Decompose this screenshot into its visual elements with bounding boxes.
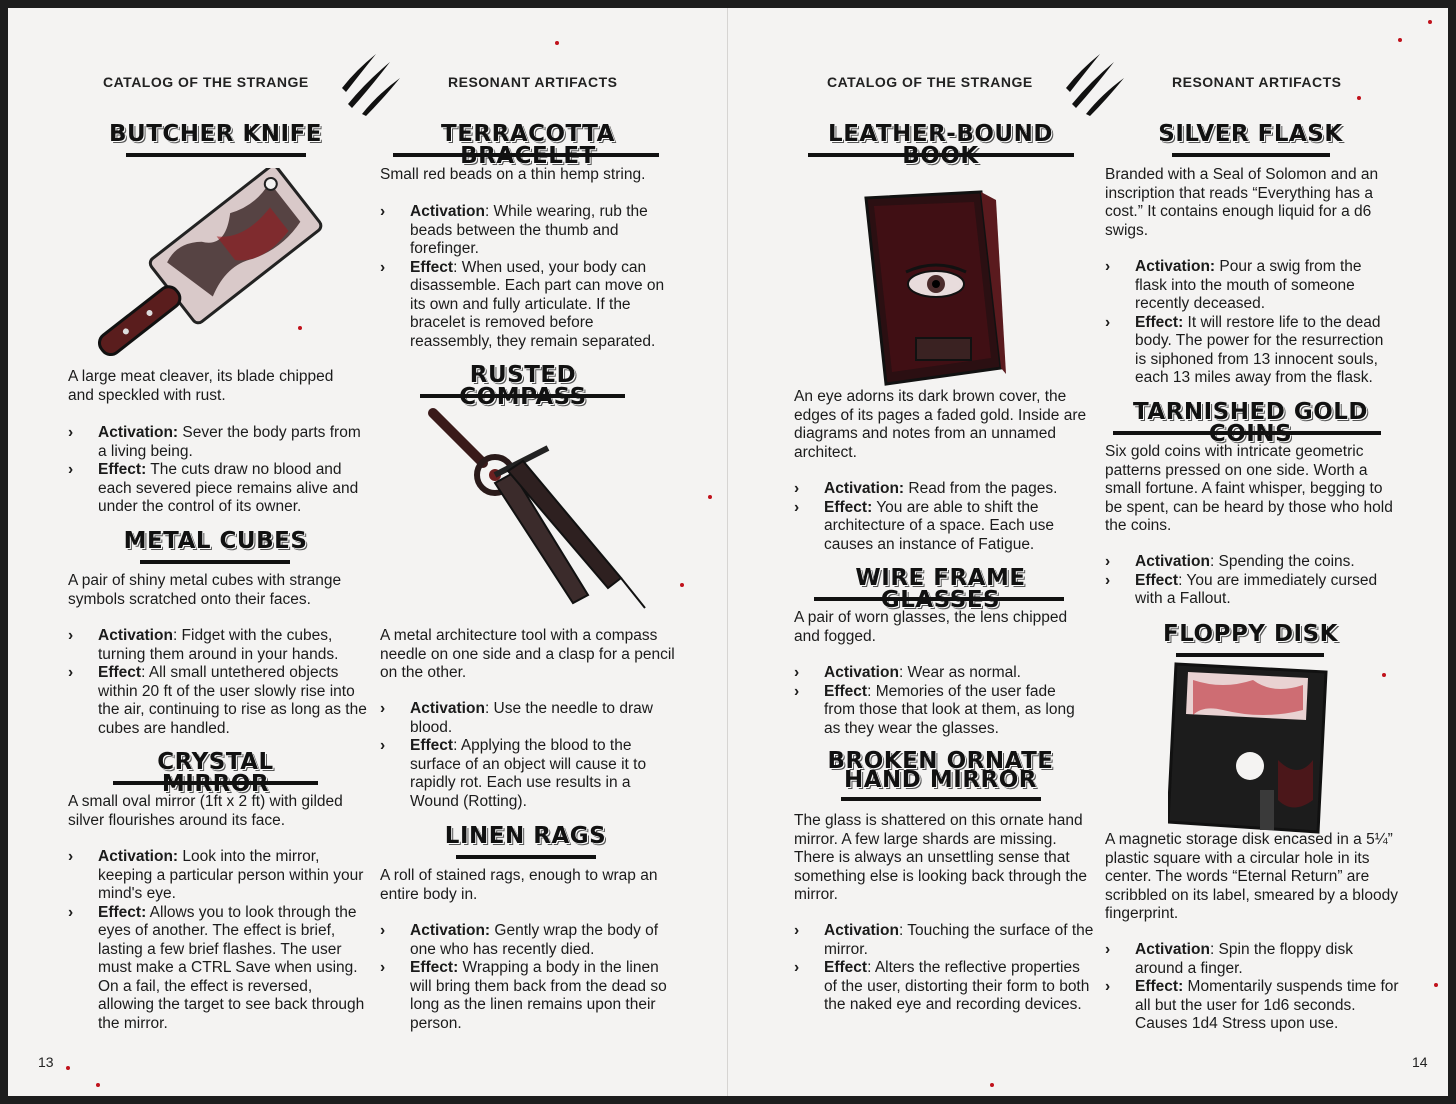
effect-item: › Effect: You are able to shift the architecture of a space. Each use causes an instance of Fatigue. [794, 498, 1055, 553]
floppy-disk-rules [1105, 941, 1405, 1034]
bullet-chevron-icon: › [380, 959, 386, 976]
activation-item: › Activation: Use the needle to draw blood. [380, 700, 653, 736]
bullet-chevron-icon: › [68, 664, 74, 681]
tarnished-gold-coins-title: TARNISHED GOLD [1132, 399, 1369, 425]
title-underline [1113, 431, 1381, 435]
floppy-disk-illustration [1168, 660, 1333, 835]
bullet-chevron-icon: › [1105, 941, 1111, 958]
activation-item: › Activation: Pour a swig from the flask into the mouth of someone recently deceased. [1105, 258, 1362, 312]
title-underline [808, 153, 1074, 157]
rusted-compass-description: A metal architecture tool with a compass needle on one side and a clasp for a pencil on the other. [380, 627, 675, 681]
title-underline [1176, 653, 1324, 657]
title-line-2: HAND MIRROR [843, 767, 1038, 793]
running-head-right: RESONANT ARTIFACTS [448, 74, 618, 90]
bullet-chevron-icon: › [380, 203, 386, 220]
running-head-left: CATALOG OF THE STRANGE [103, 74, 309, 90]
bullet-chevron-icon: › [1105, 258, 1111, 275]
title-underline [456, 855, 596, 859]
metal-cubes-title: METAL CUBES [123, 528, 308, 554]
claw-marks-icon [338, 48, 404, 118]
terracotta-bracelet-title: TERRACOTTA [441, 121, 615, 147]
activation-item: › Activation: Spending the coins. [1105, 553, 1355, 570]
bullet-chevron-icon: › [380, 922, 386, 939]
bullet-chevron-icon: › [1105, 571, 1111, 589]
bullet-chevron-icon: › [68, 903, 74, 921]
cleaver-illustration [83, 168, 333, 363]
bullet-chevron-icon: › [380, 700, 386, 717]
title-underline [1172, 153, 1330, 157]
compass-illustration [423, 403, 653, 613]
silver-flask-rules [1105, 258, 1395, 388]
title-underline [126, 153, 306, 157]
page-right [728, 8, 1448, 1096]
effect-item: › Effect: Momentarily suspends time for all but the user for 1d6 seconds. Causes 1d4 Stress upon use. [1105, 978, 1399, 1032]
leather-bound-book-description: An eye adorns its dark brown cover, the edges of its pages a faded gold. Inside are diagrams and notes from an unnamed architect. [794, 388, 1087, 461]
bullet-chevron-icon: › [794, 664, 800, 681]
effect-item: › Effect: Wrapping a body in the linen will bring them back from the dead so long as the linen remains upon their person. [380, 959, 667, 1032]
blood-splatter [990, 1083, 994, 1087]
effect-item: › Effect: It will restore life to the dead body. The power for the resurrection is siphoned from 13 innocent souls, each 13 miles away from the flask. [1105, 313, 1384, 386]
bullet-chevron-icon: › [1105, 978, 1111, 995]
effect-item: › Effect: When used, your body can disassemble. Each part can move on its own and fully articulate. If the bracelet is removed before reassembly, they remain separated. [380, 258, 665, 350]
title-underline [140, 560, 290, 564]
silver-flask-title: SILVER FLASK [1158, 121, 1343, 147]
linen-rags-rules [380, 922, 680, 1033]
bullet-chevron-icon: › [68, 848, 74, 865]
effect-item: › Effect: You are immediately cursed with a Fallout. [1105, 571, 1378, 607]
activation-item: › Activation: Look into the mirror, keeping a particular person within your mind's eye. [68, 848, 364, 902]
activation-item: › Activation: Sever the body parts from a living being. [68, 424, 361, 460]
wire-frame-glasses-description: A pair of worn glasses, the lens chipped and fogged. [794, 609, 1068, 645]
blood-splatter [555, 41, 559, 45]
silver-flask-description: Branded with a Seal of Solomon and an inscription that reads “Everything has a cost.” It contains enough liquid for a d6 swigs. [1105, 166, 1379, 239]
blood-splatter [96, 1083, 100, 1087]
butcher-knife-description: A large meat cleaver, its blade chipped and speckled with rust. [68, 368, 334, 404]
activation-item: › Activation: Touching the surface of the mirror. [794, 922, 1094, 958]
title-underline [841, 797, 1041, 801]
effect-item: › Effect: Alters the reflective properties of the user, distorting their form to both the naked eye and recording devices. [794, 959, 1090, 1013]
title-underline [814, 597, 1064, 601]
title-line-1: BROKEN ORNATE [827, 748, 1054, 774]
bullet-chevron-icon: › [1105, 313, 1111, 331]
rusted-compass-title: RUSTED [469, 362, 577, 388]
blood-splatter [66, 1066, 70, 1070]
bullet-chevron-icon: › [794, 498, 800, 516]
bullet-chevron-icon: › [68, 627, 74, 644]
activation-item: › Activation: Wear as normal. [794, 664, 1021, 681]
tarnished-gold-coins-description: Six gold coins with intricate geometric patterns pressed on one side. Worth a small fortune. A faint whisper, begging to be spent, can be heard by those who hold the coins. [1105, 443, 1393, 534]
blood-splatter [708, 495, 712, 499]
blood-splatter [680, 583, 684, 587]
page-left [8, 8, 728, 1096]
bullet-chevron-icon: › [380, 258, 386, 276]
floppy-disk-description: A magnetic storage disk encased in a 5¼” plastic square with a circular hole in its center. The words “Eternal Return” are scribbled on its label, smeared by a bloody fingerprint. [1105, 831, 1398, 922]
activation-item: › Activation: Spin the floppy disk around a finger. [1105, 941, 1353, 977]
bullet-chevron-icon: › [794, 682, 800, 700]
running-head-right: RESONANT ARTIFACTS [1172, 74, 1342, 90]
blood-splatter [1398, 38, 1402, 42]
title-underline [393, 153, 659, 157]
bullet-chevron-icon: › [794, 922, 800, 939]
broken-ornate-hand-mirror-title [808, 748, 1073, 793]
leather-bound-book-title: LEATHER-BOUND [828, 121, 1053, 147]
blood-splatter [1434, 983, 1438, 987]
tarnished-gold-coins-rules [1105, 553, 1395, 609]
effect-item: › Effect: The cuts draw no blood and each severed piece remains alive and under the control of its owner. [68, 461, 359, 515]
rusted-compass-rules [380, 700, 670, 811]
effect-item: › Effect: Applying the blood to the surface of an object will cause it to rapidly rot. Each use results in a Wound (Rotting). [380, 737, 647, 810]
effect-item: › Effect: All small untethered objects within 20 ft of the user slowly rise into the air, continuing to rise as long as the cubes are handled. [68, 664, 367, 737]
wire-frame-glasses-rules [794, 664, 1084, 738]
blood-splatter [1382, 673, 1386, 677]
activation-item: › Activation: While wearing, rub the beads between the thumb and forefinger. [380, 203, 648, 257]
bullet-chevron-icon: › [68, 424, 74, 441]
page-number: 14 [1412, 1054, 1428, 1070]
bullet-chevron-icon: › [68, 461, 74, 478]
linen-rags-description: A roll of stained rags, enough to wrap an entire body in. [380, 867, 658, 903]
effect-item: › Effect: Allows you to look through the eyes of another. The effect is brief, lasting a few brief flashes. The user must make a CTRL Save when using. On a fail, the effect is reversed, allowing the target to see back through the mirror. [68, 903, 365, 1032]
activation-item: › Activation: Read from the pages. [794, 480, 1058, 497]
crystal-mirror-title: CRYSTAL [157, 749, 274, 775]
bullet-chevron-icon: › [794, 959, 800, 976]
butcher-knife-rules [68, 424, 368, 517]
effect-item: › Effect: Memories of the user fade from those that look at them, as long as they wear the glasses. [794, 682, 1075, 737]
butcher-knife-title: BUTCHER KNIFE [108, 121, 322, 147]
metal-cubes-rules [68, 627, 368, 738]
terracotta-bracelet-rules [380, 203, 680, 351]
wire-frame-glasses-title: WIRE FRAME [855, 565, 1026, 591]
crystal-mirror-description: A small oval mirror (1ft x 2 ft) with gilded silver flourishes around its face. [68, 793, 343, 829]
bullet-chevron-icon: › [1105, 553, 1111, 570]
leather-bound-book-rules [794, 480, 1084, 554]
blood-splatter [1428, 20, 1432, 24]
crystal-mirror-rules [68, 848, 368, 1033]
terracotta-bracelet-description: Small red beads on a thin hemp string. [380, 166, 646, 183]
linen-rags-title: LINEN RAGS [444, 823, 607, 849]
title-underline [420, 394, 625, 398]
bullet-chevron-icon: › [794, 480, 800, 497]
blood-splatter [1357, 96, 1361, 100]
claw-marks-icon [1062, 48, 1128, 118]
activation-item: › Activation: Gently wrap the body of one who has recently died. [380, 922, 659, 958]
title-underline [113, 781, 318, 785]
broken-ornate-hand-mirror-description: The glass is shattered on this ornate hand mirror. A few large shards are missing. There is always an unsettling sense that something else is looking back through the mirror. [794, 812, 1087, 903]
broken-ornate-hand-mirror-rules [794, 922, 1094, 1015]
blood-splatter [298, 326, 302, 330]
running-head-left: CATALOG OF THE STRANGE [827, 74, 1033, 90]
floppy-disk-title: FLOPPY DISK [1162, 621, 1338, 647]
book-illustration [856, 188, 1006, 388]
metal-cubes-description: A pair of shiny metal cubes with strange symbols scratched onto their faces. [68, 572, 342, 608]
bullet-chevron-icon: › [380, 737, 386, 754]
page-number: 13 [38, 1054, 54, 1070]
activation-item: › Activation: Fidget with the cubes, turning them around in your hands. [68, 627, 339, 663]
